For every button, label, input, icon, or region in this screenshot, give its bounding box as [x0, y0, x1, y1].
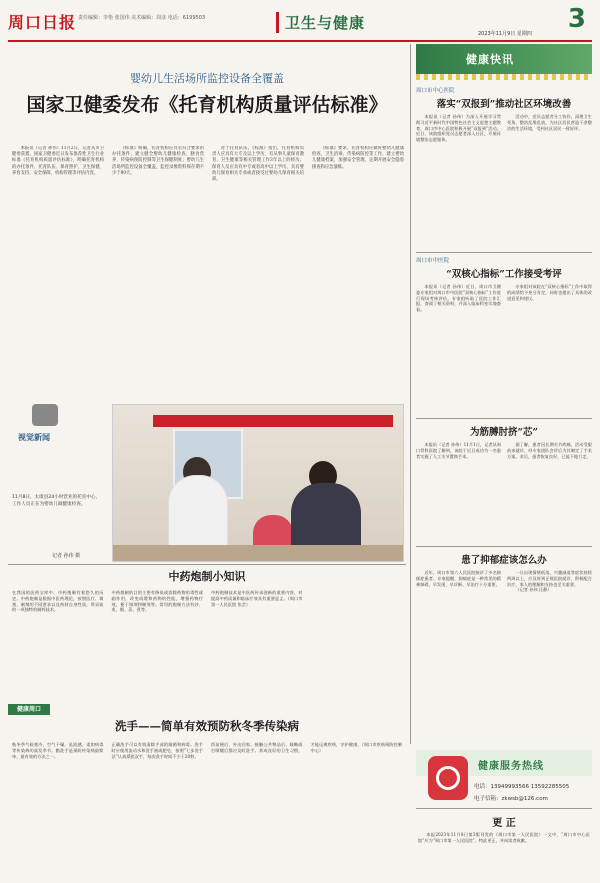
photo-caption: 11月8日，太康县24小时营业的托育中心，工作人员正在为婴幼儿做健康检查。 — [12, 495, 101, 507]
hotline-email: 电子信箱：zkwsb@126.com — [474, 796, 548, 802]
r4-paragraph: 近年，周口市第六人民医院接诊了多名抑郁症患者。专家提醒，抑郁症是一种常见的精神障碍，早发现、早诊断、早治疗十分重要。 — [416, 570, 501, 587]
correction-body: 本报2023年11月8日第3版刊发的《周口市第一人民医院》一文中，“周口市中心医院”应为“周口市第一人民医院”。特此更正，并向读者致歉。 — [418, 832, 590, 843]
lead-paragraph: 对于托育队伍，《标准》指出，托育机构负责人应具有大专及以上学历，有从事儿童保育教育、卫生健康等相关管理工作3年以上的经历；保育人员应具有中专或者高中以上学历，具有婴幼儿保育相关专业或者接受过婴幼儿保育相关培训。 — [212, 146, 304, 183]
r2-headline: “双核心指标”工作接受考评 — [446, 269, 562, 280]
hand-paragraph: 秋冬季气候寒冷，空气干燥，是流感、诺如病毒等传染病的高发季节。勤洗手是预防传染病最简单、最有效的方法之一。 — [12, 742, 104, 759]
r4-credit: （记者 孙伟 汪静） — [515, 587, 552, 593]
lead-kicker: 婴幼儿生活场所监控设备全覆盖 — [130, 72, 284, 85]
lead-paragraph: 《标准》要求，托育机构应做好婴幼儿健康检查、卫生消毒、传染病防控等工作，建立婴幼儿健康档案，加强安全管理，定期开展安全隐患排查和应急演练。 — [312, 146, 404, 170]
tcm-paragraph: 在我国的医药宝库中，中药炮制有着悠久的历史。中药炮制是根据中医药理论，按照医疗、调剂、制剂的不同要求以及药材自身性质，所采取的一项独特的制药技术。 — [12, 590, 104, 613]
phone-dial-icon — [436, 766, 460, 790]
lead-headline: 国家卫健委发布《托育机构质量评估标准》 — [26, 94, 388, 116]
phone-icon — [428, 756, 468, 800]
divider — [416, 546, 592, 547]
lead-article — [8, 44, 406, 600]
page-number: 3 — [567, 4, 586, 34]
issue-date: 2023年11月9日 星期四 — [478, 31, 532, 37]
section-title: 卫生与健康 — [276, 12, 365, 33]
hand-body — [12, 742, 402, 878]
photo-credit: 记者 孙伟 摄 — [52, 553, 81, 559]
r3-paragraph: 据了解，患者因长期关节疼痛、活动受限前来就诊，经专家团队会诊后为其制定了手术方案。术后，患者恢复良好，已能下地行走。 — [507, 442, 592, 459]
photo-table — [113, 545, 404, 562]
divider — [416, 252, 592, 253]
hotline-phone: 电话：13949993566 13592285505 — [474, 784, 570, 790]
health-news-title: 健康快讯 — [466, 53, 514, 66]
r1-source: 周口市中心医院 — [416, 88, 455, 94]
photo-banner — [153, 415, 393, 427]
health-news-band — [416, 44, 592, 74]
masthead — [8, 4, 592, 42]
r4-headline: 患了抑郁症该怎么办 — [461, 555, 547, 566]
newspaper-logo: 周口日报 — [8, 13, 77, 32]
r3-headline: 为筋膊肘挤“芯” — [470, 427, 538, 438]
hand-paragraph: 正确洗手可以有效清除手部的细菌和病毒。洗手时应使用流动水和洗手液或肥皂，按照“七步洗手法”认真揉搓双手，每次洗手时间不少于20秒。 — [111, 742, 203, 759]
r2-body — [416, 284, 592, 414]
news-photo — [112, 404, 404, 562]
tcm-paragraph: 中药炮制技术是中医药传承创新的重要内容，对提高中药质量和临床疗效具有重要意义。（周口市第一人民医院 张芸） — [211, 590, 303, 607]
lead-paragraph: 本报讯（记者 孙伟）11月2日，记者从市卫健委获悉，国家卫健委近日发布推荐性卫生行业标准《托育机构质量评估标准》，明确托育机构的办托条件、托育队伍、保育照护、卫生保健、养育支持、安全保障、机构管理等评估内容。 — [12, 146, 104, 176]
visual-news-label: 视觉新闻 — [18, 433, 50, 442]
r3-body — [416, 442, 592, 542]
r1-paragraph: 本报讯（记者 孙伟）为深入开展学习贯彻习近平新时代中国特色社会主义思想主题教育，周口市中心医院积极开展“双报到”活动。近日，该院组织党员志愿者深入社区，开展环境整治志愿服务。 — [416, 114, 501, 143]
r2-paragraph: 专家组对该院在“双核心指标”工作中取得的成绩给予充分肯定，同时也提出了具体的改进意见和建议。 — [507, 284, 592, 301]
tcm-paragraph: 中药炮制的目的主要有降低或消除药物的毒性或副作用，改变或缓和药物的性能，增强药物疗效，便于调剂和制剂等。常用的炮制方法有炒、炙、煅、蒸、煮等。 — [111, 590, 203, 613]
hotline-title: 健康服务热线 — [478, 761, 544, 772]
r1-paragraph: 活动中，党员志愿者分工协作，清理卫生死角、整治乱堆乱放，为社区居民营造干净整洁的生活环境，受到社区居民一致好评。 — [507, 114, 592, 131]
hand-paragraph: 饭前便后、外出回家、接触公共物品后、咳嗽或打喷嚏后都应及时洗手。养成良好的卫生习惯，才能远离疾病，守护健康。（周口市疾病预防控制中心） — [211, 742, 402, 753]
tcm-headline: 中药炮制小知识 — [168, 570, 246, 583]
divider — [8, 564, 406, 565]
camera-icon — [32, 404, 58, 426]
r1-body — [416, 114, 592, 250]
r4-paragraph: 一旦出现情绪低落、兴趣减退等症状持续两周以上，应及时到正规医院就诊，积极配合治疗，家人的理解和支持也至关重要。 — [507, 570, 592, 587]
r2-paragraph: 本报讯（记者 孙伟）近日，周口市卫健委专家组对周口市中医院“双核心指标”工作进行现场考核评估。专家组听取了医院工作汇报，查阅了相关资料，并深入临床科室实地查看。 — [416, 284, 501, 313]
divider — [410, 44, 411, 744]
correction-headline: 更 正 — [492, 818, 516, 829]
lead-body — [12, 146, 404, 404]
hand-headline: 洗手——简单有效预防秋冬季传染病 — [115, 719, 299, 733]
lead-paragraph: 《标准》明确，托育机构应具有符合要求的办托条件，建立健全婴幼儿健康检查、膳食营养、传染病预防控制等卫生保健制度；婴幼儿生活场所监控设备全覆盖，监控录像资料保存期不少于90天。 — [112, 146, 204, 176]
r3-paragraph: 本报讯（记者 孙伟）11月1日，记者从周口骨科医院了解到，该院于近日成功为一名患者实施了人工关节置换手术。 — [416, 442, 501, 459]
editor-info: 责任编辑：李艳 张国伟 美术编辑：周彦 电话：6199503 — [78, 15, 206, 21]
r2-source: 周口市中医院 — [416, 258, 450, 264]
tcm-body — [12, 590, 402, 698]
divider — [416, 418, 592, 419]
decorative-flowers — [416, 74, 592, 80]
r4-body — [416, 570, 592, 730]
health-zhoukou-label: 健康周口 — [8, 704, 50, 715]
divider — [416, 808, 592, 809]
r1-headline: 落实“双报到”推动社区环境改善 — [436, 99, 572, 110]
